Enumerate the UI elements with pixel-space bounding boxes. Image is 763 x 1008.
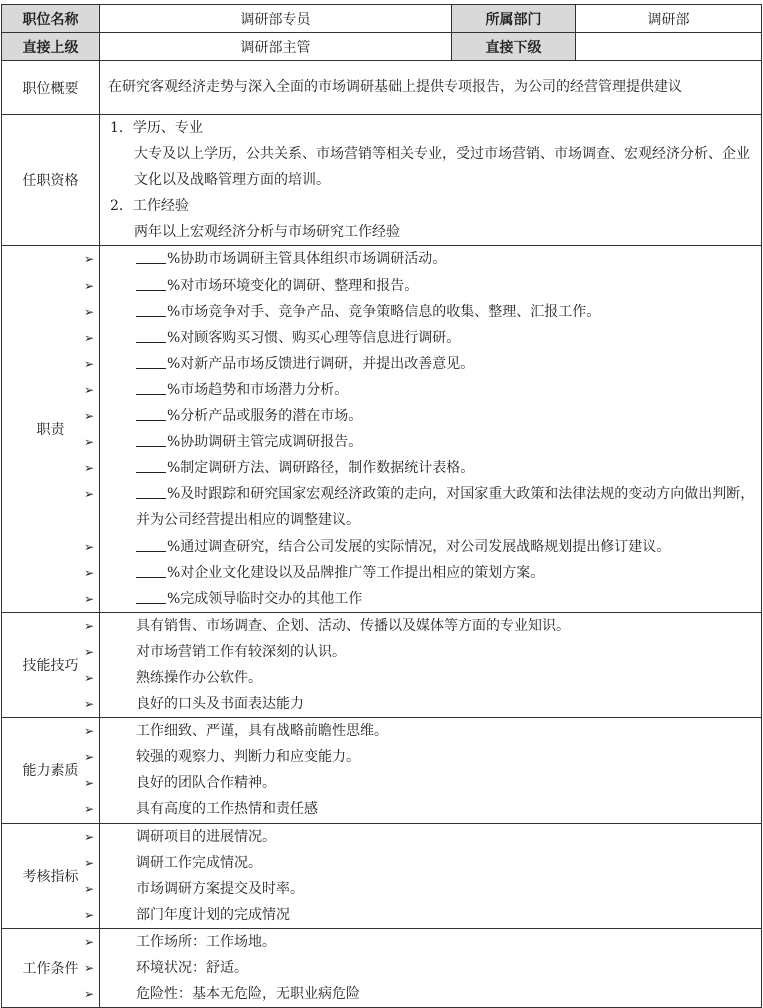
- percent-blank: [136, 458, 166, 473]
- kpi-item: ➢ 调研工作完成情况。: [110, 850, 755, 876]
- skills-label: 技能技巧: [2, 612, 100, 717]
- bullet-arrow-icon: ➢: [84, 907, 95, 922]
- kpi-item: ➢ 市场调研方案提交及时率。: [110, 876, 755, 902]
- percent-blank: [136, 249, 166, 264]
- conditions-label: 工作条件: [2, 928, 100, 1007]
- bullet-arrow-icon: ➢: [84, 252, 95, 267]
- percent-blank: [136, 380, 166, 395]
- direct-superior-value: 调研部主管: [100, 33, 452, 61]
- bullet-arrow-icon: ➢: [84, 750, 95, 765]
- conditions-row: [2, 928, 762, 1007]
- duty-item: ➢ %完成领导临时交办的其他工作: [110, 586, 755, 612]
- header-row-1: [2, 5, 762, 33]
- percent-blank: [136, 302, 166, 317]
- bullet-arrow-icon: ➢: [84, 487, 95, 502]
- bullet-arrow-icon: ➢: [84, 409, 95, 424]
- bullet-arrow-icon: ➢: [84, 435, 95, 450]
- position-title-value: 调研部专员: [100, 5, 452, 33]
- bullet-arrow-icon: ➢: [84, 356, 95, 371]
- bullet-arrow-icon: ➢: [84, 278, 95, 293]
- bullet-arrow-icon: ➢: [84, 330, 95, 345]
- direct-subordinate-value: [576, 33, 762, 61]
- summary-text: 在研究客观经济走势与深入全面的市场调研基础上提供专项报告，为公司的经营管理提供建议: [100, 61, 762, 115]
- bullet-arrow-icon: ➢: [84, 961, 95, 975]
- qualifications-row: [2, 115, 762, 246]
- percent-blank: [136, 276, 166, 291]
- bullet-arrow-icon: ➢: [84, 591, 95, 606]
- ability-item: ➢ 工作细致、严谨，具有战略前瞻性思维。: [110, 718, 755, 744]
- duty-item: ➢ %协助调研主管完成调研报告。: [110, 429, 755, 455]
- skill-item: ➢ 具有销售、市场调查、企划、活动、传播以及媒体等方面的专业知识。: [110, 613, 755, 639]
- bullet-arrow-icon: ➢: [84, 881, 95, 896]
- abilities-row: [2, 718, 762, 823]
- skill-item: ➢ 良好的口头及书面表达能力: [110, 691, 755, 717]
- bullet-arrow-icon: ➢: [84, 461, 95, 476]
- conditions-list: [84, 928, 762, 1007]
- percent-blank: [136, 354, 166, 369]
- abilities-list: [84, 718, 762, 823]
- duty-item: ➢ %市场趋势和市场潜力分析。: [110, 377, 755, 403]
- percent-blank: [136, 537, 166, 552]
- percent-blank: [136, 432, 166, 447]
- bullet-arrow-icon: ➢: [84, 382, 95, 397]
- kpi-item: ➢ 调研项目的进展情况。: [110, 824, 755, 850]
- duty-item: ➢ %协助市场调研主管具体组织市场调研活动。: [110, 246, 755, 272]
- duty-item: ➢ %对顾客购买习惯、购买心理等信息进行调研。: [110, 325, 755, 351]
- kpi-label: 考核指标: [2, 823, 100, 928]
- qualifications-content: [100, 115, 762, 246]
- summary-row: [2, 61, 762, 115]
- bullet-arrow-icon: ➢: [84, 829, 95, 844]
- bullet-arrow-icon: ➢: [84, 697, 95, 712]
- bullet-arrow-icon: ➢: [84, 565, 95, 580]
- bullet-arrow-icon: ➢: [84, 539, 95, 554]
- percent-blank: [136, 563, 166, 578]
- bullet-arrow-icon: ➢: [84, 724, 95, 739]
- kpi-list: [84, 823, 762, 928]
- bullet-arrow-icon: ➢: [84, 644, 95, 659]
- bullet-arrow-icon: ➢: [84, 987, 95, 1002]
- bullet-arrow-icon: ➢: [84, 855, 95, 870]
- bullet-arrow-icon: ➢: [84, 618, 95, 633]
- skills-row: [2, 612, 762, 717]
- kpi-item: ➢ 部门年度计划的完成情况: [110, 902, 755, 928]
- duty-item: ➢ %分析产品或服务的潜在市场。: [110, 403, 755, 429]
- ability-item: ➢ 较强的观察力、判断力和应变能力。: [110, 744, 755, 770]
- duty-item: ➢ %通过调查研究，结合公司发展的实际情况，对公司发展战略规划提出修订建议。: [110, 534, 755, 560]
- bullet-arrow-icon: ➢: [84, 670, 95, 685]
- qualification-item-1-title: 1．学历、专业: [110, 120, 203, 136]
- ability-item: ➢ 良好的团队合作精神。: [110, 770, 755, 796]
- skill-item: ➢ 对市场营销工作有较深刻的认识。: [110, 639, 755, 665]
- qualification-item-1-text: 大专及以上学历，公共关系、市场营销等相关专业，受过市场营销、市场调查、宏观经济分析、企业文化以及战略管理方面的培训。: [134, 146, 750, 189]
- bullet-arrow-icon: ➢: [84, 934, 95, 949]
- job-description-table: [1, 4, 762, 1008]
- direct-subordinate-label: 直接下级: [452, 33, 576, 61]
- percent-blank: [136, 406, 166, 421]
- kpi-row: [2, 823, 762, 928]
- skills-list: [84, 612, 762, 717]
- bullet-arrow-icon: ➢: [84, 304, 95, 319]
- ability-item: ➢ 具有高度的工作热情和责任感: [110, 796, 755, 822]
- condition-item: ➢ 环境状况：舒适。: [110, 955, 755, 981]
- duty-item: ➢ %制定调研方法、调研路径，制作数据统计表格。: [110, 455, 755, 481]
- duty-item: ➢ %对新产品市场反馈进行调研，并提出改善意见。: [110, 351, 755, 377]
- qualifications-label: 任职资格: [2, 115, 100, 246]
- summary-label: 职位概要: [2, 61, 100, 115]
- department-value: 调研部: [576, 5, 762, 33]
- qualification-item-2-title: 2．工作经验: [110, 198, 189, 215]
- duty-item: ➢ %市场竞争对手、竞争产品、竞争策略信息的收集、整理、汇报工作。: [110, 299, 755, 325]
- abilities-label: 能力素质: [2, 718, 100, 823]
- direct-superior-label: 直接上级: [2, 33, 100, 61]
- header-row-2: [2, 33, 762, 61]
- duties-label: 职责: [2, 246, 100, 612]
- qualification-item-2-text: 两年以上宏观经济分析与市场研究工作经验: [134, 224, 400, 241]
- position-title-label: 职位名称: [2, 5, 100, 33]
- bullet-arrow-icon: ➢: [84, 776, 95, 791]
- department-label: 所属部门: [452, 5, 576, 33]
- duties-row: [2, 246, 762, 612]
- skill-item: ➢ 熟练操作办公软件。: [110, 665, 755, 691]
- condition-item: ➢ 工作场所：工作场地。: [110, 929, 755, 955]
- condition-item: ➢ 危险性：基本无危险，无职业病危险: [110, 981, 755, 1007]
- percent-blank: [136, 328, 166, 343]
- percent-blank: [136, 484, 166, 499]
- bullet-arrow-icon: ➢: [84, 802, 95, 817]
- duties-list: [84, 246, 762, 612]
- duty-item: ➢ %及时跟踪和研究国家宏观经济政策的走向，对国家重大政策和法律法规的变动方向做出判断，并为公司经营提出相应的调整建议。: [110, 481, 755, 533]
- percent-blank: [136, 589, 166, 604]
- duty-item: ➢ %对市场环境变化的调研、整理和报告。: [110, 273, 755, 299]
- duty-item: ➢ %对企业文化建设以及品牌推广等工作提出相应的策划方案。: [110, 560, 755, 586]
